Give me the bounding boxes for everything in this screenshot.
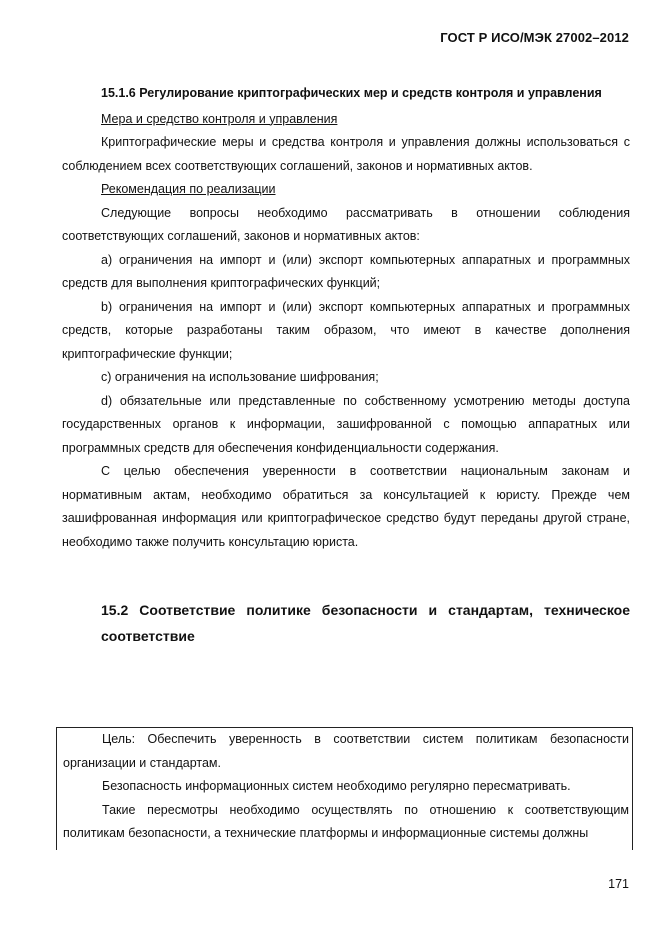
list-item-d: d) обязательные или представленные по собственному усмотрению методы доступа государственных органов к информации, зашифрованной с помощью аппаратных или программных средств для обеспечения конфиденциальности содержания. [62,393,630,455]
page-content [62,82,630,659]
objective-box [56,727,633,850]
control-label: Мера и средство контроля и управления [101,111,338,126]
review-paragraph: Безопасность информационных систем необходимо регулярно пересматривать. [102,779,571,793]
guidance-intro: Следующие вопросы необходимо рассматривать в отношении соблюдения соответствующих соглашений, законов и нормативных актов: [62,205,630,243]
review-detail-paragraph: Такие пересмотры необходимо осуществлять по отношению к соответствующим политикам безопасности, а технические платформы и информационные системы должны [63,802,629,840]
guidance-label: Рекомендация по реализации [101,182,276,196]
list-item-a: a) ограничения на импорт и (или) экспорт компьютерных аппаратных и программных средств для выполнения криптографических функций; [62,252,630,290]
page-number: 171 [608,877,629,891]
section-15-1-6-title: 15.1.6 Регулирование криптографических мер и средств контроля и управления [101,86,602,100]
list-item-b: b) ограничения на импорт и (или) экспорт компьютерных аппаратных и программных средств, которые разработаны таким образом, что имеют в качестве дополнения криптографические функции; [62,299,630,361]
objective-paragraph: Цель: Обеспечить уверенность в соответствии систем политикам безопасности организации и стандартам. [63,732,629,770]
list-item-c: c) ограничения на использование шифрования; [101,370,379,384]
page-header: ГОСТ Р ИСО/МЭК 27002–2012 [440,30,629,45]
control-text: Криптографические меры и средства контроля и управления должны использоваться с соблюдением всех соответствующих соглашений, законов и нормативных актов. [62,135,630,173]
closing-paragraph: С целью обеспечения уверенности в соответствии национальным законам и нормативным актам, необходимо обратиться за консультацией к юристу. Прежде чем зашифрованная информация или криптографическое средство будут переданы другой стране, необходимо также получить консультацию юриста. [62,464,630,549]
section-15-2-title: 15.2 Соответствие политике безопасности и стандартам, техническое соответствие [101,602,630,644]
